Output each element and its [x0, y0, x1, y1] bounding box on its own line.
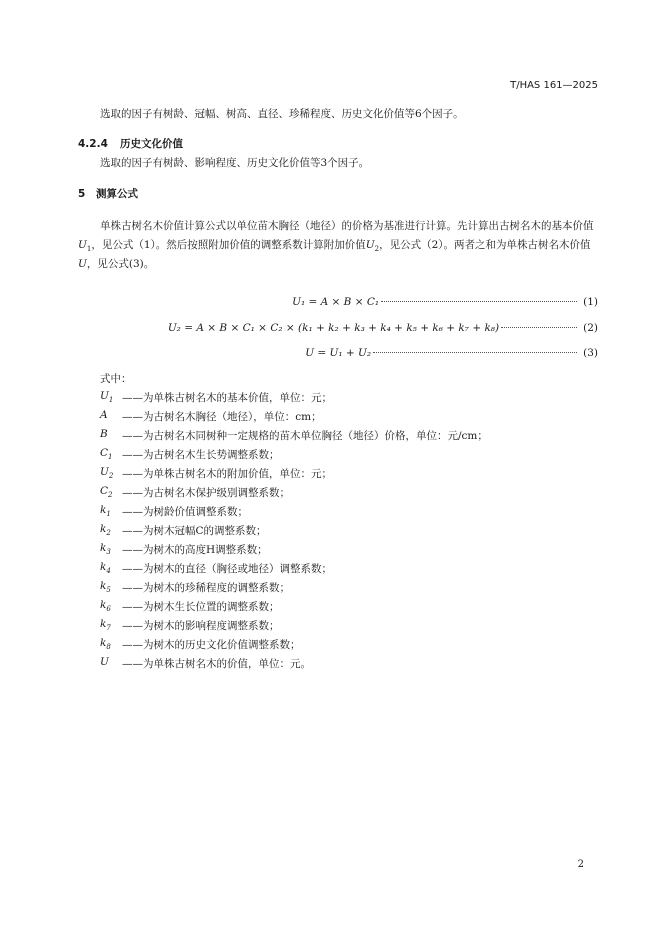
- var-u: U: [78, 258, 87, 270]
- formula-3: [305, 347, 598, 359]
- symbol-letter: k: [100, 637, 107, 649]
- definition-symbol: [100, 637, 122, 652]
- symbol-letter: k: [100, 561, 107, 573]
- definition-description: ——为树木的影响程度调整系数；: [122, 620, 280, 632]
- definition-row: [100, 428, 488, 443]
- definition-symbol: [100, 542, 122, 557]
- symbol-subscript: 2: [108, 491, 113, 500]
- definition-description: ——为树龄价值调整系数；: [122, 506, 248, 518]
- section-4-2-4-text: 选取的因子有树龄、影响程度、历史文化价值等3个因子。: [100, 157, 370, 169]
- paragraph-text: ，见公式（2）。两者之和为单株古树名木价值: [379, 239, 591, 251]
- section-5-heading: [78, 186, 138, 201]
- definition-row: [100, 618, 280, 633]
- definition-symbol: [100, 428, 122, 443]
- var-u: U: [78, 239, 87, 251]
- formula-number: (2): [583, 322, 598, 334]
- symbol-subscript: 3: [106, 548, 111, 557]
- symbol-letter: k: [100, 542, 107, 554]
- var-u: U: [365, 239, 375, 251]
- definition-row: [100, 523, 267, 538]
- symbol-letter: B: [100, 428, 108, 440]
- definition-description: ——为树木的珍稀程度的调整系数；: [122, 582, 290, 594]
- definition-description: ——为树木的历史文化价值调整系数；: [122, 639, 301, 651]
- symbol-letter: U: [100, 656, 109, 668]
- symbol-subscript: 2: [106, 529, 111, 538]
- definition-symbol: [100, 409, 122, 424]
- symbol-subscript: 4: [106, 567, 111, 576]
- definition-description: ——为古树名木生长势调整系数；: [122, 449, 280, 461]
- formula-expression: U₁ = A × B × C₁: [292, 296, 380, 308]
- definition-row: [100, 466, 332, 481]
- leader-dots: [501, 326, 577, 328]
- symbol-letter: k: [100, 523, 107, 535]
- definition-row: [100, 409, 322, 424]
- definition-symbol: [100, 580, 122, 595]
- symbol-subscript: 2: [108, 472, 114, 481]
- var-sub: 2: [374, 245, 380, 254]
- definition-description: ——为树木的直径（胸径或地径）调整系数；: [122, 563, 332, 575]
- symbol-letter: k: [100, 580, 107, 592]
- section-title: 历史文化价值: [120, 138, 183, 150]
- formula-expression: U₂ = A × B × C₁ × C₂ × (k₁ + k₂ + k₃ + k₄ + k₅ + k₆ + k₇ + k₈): [167, 322, 500, 334]
- definition-row: [100, 637, 301, 652]
- symbol-subscript: 6: [106, 605, 111, 614]
- definition-symbol: [100, 561, 122, 576]
- section-number: 5: [78, 188, 86, 200]
- section-5-paragraph: [78, 217, 598, 274]
- page-number: 2: [577, 859, 584, 870]
- definition-symbol: [100, 656, 122, 671]
- definition-row: [100, 447, 280, 462]
- formula-number: (3): [583, 347, 598, 359]
- symbol-subscript: 5: [106, 586, 111, 595]
- definition-symbol: [100, 390, 122, 405]
- definition-row: [100, 656, 311, 671]
- symbol-letter: U: [100, 466, 109, 478]
- definition-symbol: [100, 466, 122, 481]
- paragraph-text: 单株古树名木价值计算公式以单位苗木胸径（地径）的价格为基准进行计算。先计算出古树名木的基本价值: [100, 220, 594, 232]
- definition-row: [100, 485, 290, 500]
- definition-symbol: [100, 485, 122, 500]
- formula-1: [292, 296, 598, 308]
- definition-description: ——为古树名木保护级别调整系数；: [122, 487, 290, 499]
- definition-description: ——为古树名木同树种一定规格的苗木单位胸径（地径）价格，单位：元/cm；: [122, 430, 488, 442]
- symbol-letter: C: [100, 447, 109, 459]
- definition-row: [100, 599, 280, 614]
- definition-row: [100, 504, 248, 519]
- formula-2: [168, 322, 598, 334]
- symbol-subscript: 8: [106, 643, 111, 652]
- definition-row: [100, 580, 290, 595]
- symbol-letter: k: [100, 504, 107, 516]
- leader-dots: [381, 300, 577, 302]
- section-4-2-4-heading: [78, 136, 183, 151]
- symbol-letter: U: [100, 390, 109, 402]
- document-code: T/HAS 161—2025: [510, 80, 598, 91]
- definition-description: ——为单株古树名木的基本价值，单位：元；: [122, 392, 332, 404]
- definition-row: [100, 542, 268, 557]
- definition-description: ——为单株古树名木的附加价值，单位：元；: [122, 468, 332, 480]
- intro-line: 选取的因子有树龄、冠幅、树高、直径、珍稀程度、历史文化价值等6个因子。: [100, 108, 464, 120]
- paragraph-text: ，见公式（1）。然后按照附加价值的调整系数计算附加价值: [91, 239, 366, 251]
- definition-symbol: [100, 599, 122, 614]
- symbol-subscript: 1: [106, 510, 111, 519]
- formula-expression: U = U₁ + U₂: [305, 347, 372, 359]
- definition-row: [100, 561, 332, 576]
- definition-description: ——为树木生长位置的调整系数；: [122, 601, 280, 613]
- section-title: 测算公式: [96, 188, 138, 200]
- formula-number: (1): [583, 296, 598, 308]
- definition-description: ——为古树名木胸径（地径），单位：cm；: [122, 411, 322, 423]
- symbol-letter: C: [100, 485, 109, 497]
- definition-symbol: [100, 447, 122, 462]
- symbol-subscript: 1: [108, 396, 114, 405]
- definition-symbol: [100, 504, 122, 519]
- definition-symbol: [100, 618, 122, 633]
- definition-row: [100, 390, 332, 405]
- symbol-letter: k: [100, 599, 107, 611]
- symbol-letter: A: [100, 409, 108, 421]
- definition-description: ——为树木冠幅C的调整系数；: [122, 525, 267, 537]
- where-label: 式中：: [100, 373, 132, 385]
- paragraph-text: ，见公式(3)。: [86, 258, 155, 270]
- definition-symbol: [100, 523, 122, 538]
- definition-description: ——为树木的高度H调整系数；: [122, 544, 268, 556]
- symbol-letter: k: [100, 618, 107, 630]
- var-sub: 1: [86, 245, 92, 254]
- symbol-subscript: 1: [108, 453, 113, 462]
- symbol-subscript: 7: [106, 624, 111, 633]
- leader-dots: [373, 351, 577, 353]
- section-number: 4.2.4: [78, 138, 108, 150]
- definition-description: ——为单株古树名木的价值，单位：元。: [122, 658, 311, 670]
